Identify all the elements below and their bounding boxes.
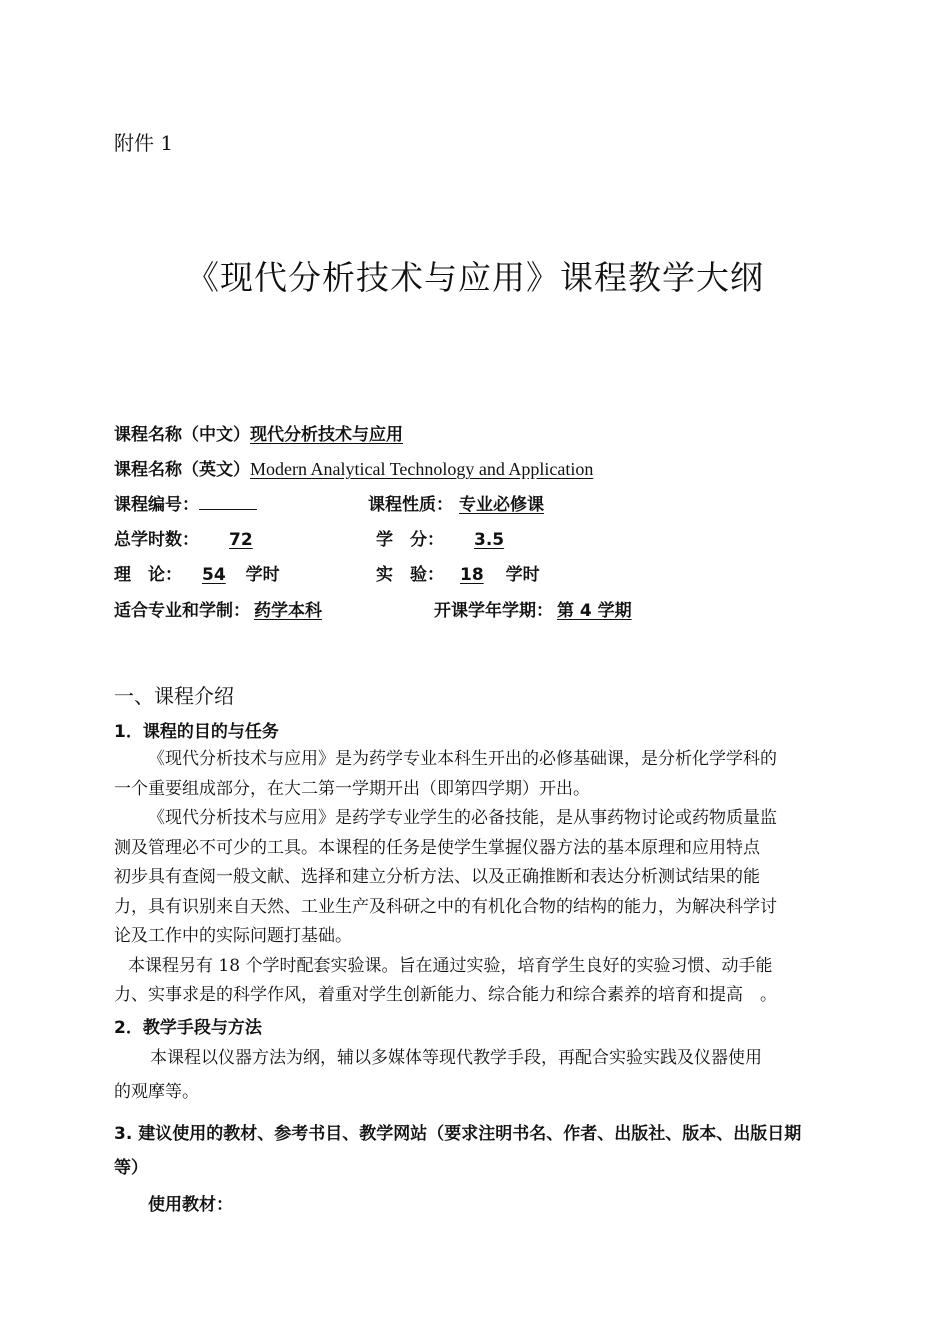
subsection-heading-methods: 2．教学手段与方法 [114, 1018, 262, 1038]
lab-label: 实 验： [376, 565, 444, 585]
theory-unit: 学时 [245, 565, 280, 585]
subsection-heading-textbooks [114, 1117, 801, 1185]
theory-value: 54 [202, 565, 226, 585]
course-nature-row [368, 490, 546, 515]
paragraph-line: 本课程另有 18 个学时配套实验课。旨在通过实验，培育学生良好的实验习惯、动手能 [128, 955, 773, 976]
course-name-cn-value: 现代分析技术与应用 [250, 425, 403, 445]
subsection-heading-purpose: 1．课程的目的与任务 [114, 722, 279, 742]
paragraph-line: 论及工作中的实际问题打基础。 [114, 926, 352, 946]
theory-label: 理 论： [114, 565, 182, 585]
major-row [114, 596, 326, 621]
course-code-value [199, 493, 257, 510]
course-code-row [114, 490, 257, 515]
credit-value: 3.5 [474, 530, 505, 550]
credit-row [376, 525, 524, 550]
total-hours-value: 72 [229, 530, 253, 550]
textbook-label: 使用教材： [148, 1195, 233, 1215]
paragraph-line: 初步具有查阅一般文献、选择和建立分析方法、以及正确推断和表达分析测试结果的能 [114, 867, 760, 887]
paragraph-line: 《现代分析技术与应用》是药学专业学生的必备技能，是从事药物讨论或药物质量监 [148, 808, 777, 828]
major-label: 适合专业和学制： [114, 601, 250, 621]
paragraph-line: 本课程以仪器方法为纲，辅以多媒体等现代教学手段，再配合实验实践及仪器使用 [150, 1048, 762, 1068]
document-title: 《现代分析技术与应用》课程教学大纲 [186, 258, 764, 297]
course-name-en-row [114, 455, 593, 480]
course-code-label: 课程编号： [114, 495, 199, 515]
semester-label: 开课学年学期： [434, 601, 553, 621]
course-name-cn-row [114, 420, 403, 445]
credit-label: 学 分： [376, 530, 444, 550]
paragraph-line: 一个重要组成部分，在大二第一学期开出（即第四学期）开出。 [114, 778, 590, 799]
heading-line: 等） [114, 1158, 148, 1178]
section-heading-intro: 一、课程介绍 [114, 684, 234, 708]
lab-hours-row [376, 560, 540, 585]
total-hours-row [114, 525, 273, 550]
paragraph-purpose [114, 745, 844, 1011]
heading-line: 3. 建议使用的教材、参考书目、教学网站（要求注明书名、作者、出版社、版本、出版日期 [114, 1124, 802, 1144]
paragraph-line: 测及管理必不可少的工具。本课程的任务是使学生掌握仪器方法的基本原理和应用特点 [114, 837, 760, 858]
attachment-label: 附件 1 [114, 131, 174, 155]
course-name-en-label: 课程名称（英文） [114, 460, 250, 480]
major-value: 药学本科 [254, 601, 322, 621]
paragraph-line: 力，具有识别来自天然、工业生产及科研之中的有机化合物的结构的能力，为解决科学讨 [114, 896, 777, 917]
paragraph-line: 的观摩等。 [114, 1082, 199, 1102]
total-hours-label: 总学时数： [114, 530, 199, 550]
course-nature-label: 课程性质： [368, 495, 453, 515]
course-nature-value: 专业必修课 [459, 495, 544, 515]
paragraph-line: 《现代分析技术与应用》是为药学专业本科生开出的必修基础课，是分析化学学科的 [148, 749, 777, 769]
semester-row [434, 596, 636, 621]
course-name-en-value: Modern Analytical Technology and Application [250, 459, 594, 479]
course-name-cn-label: 课程名称（中文） [114, 425, 250, 445]
lab-unit: 学时 [505, 565, 540, 585]
paragraph-line: 力、实事求是的科学作风，着重对学生创新能力、综合能力和综合素养的培育和提高 。 [114, 985, 777, 1005]
paragraph-methods [114, 1041, 844, 1109]
semester-value: 第 4 学期 [557, 601, 632, 621]
lab-value: 18 [460, 565, 484, 585]
theory-hours-row [114, 560, 280, 585]
